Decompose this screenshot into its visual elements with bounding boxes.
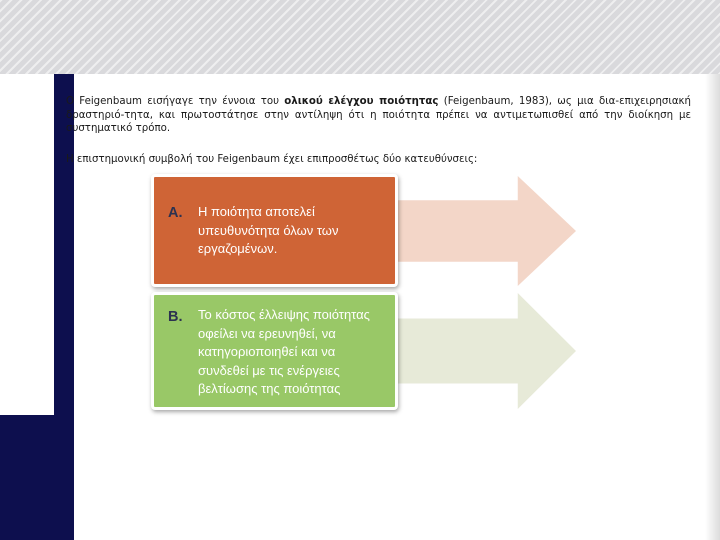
item-letter-b: B.: [168, 309, 183, 325]
item-box-b: [151, 292, 398, 410]
item-text-b: Το κόστος έλλειψης ποιότητας οφείλει να ερευνηθεί, να κατηγοριοποιηθεί και να συνδεθεί με τις ενέργειες βελτίωσης της ποιότητας: [198, 307, 370, 396]
item-box-a: [151, 174, 398, 287]
intro-bold-term: ολικού ελέγχου ποιότητας: [284, 96, 439, 107]
header-pattern-band: [0, 0, 720, 74]
intro-text-end: (Feigenbaum, 1983), ως μια δια-επιχειρησιακή δραστηριό-τητα, και πρωτοστάτησε στην αντίληψη ότι η ποιότητα πρέπει να αντιμετωπισθεί από την διοίκηση με συστηματικό τρόπο.: [66, 96, 691, 134]
intro-paragraph: [66, 95, 691, 136]
body-text: [66, 95, 691, 166]
sidebar-white-panel: [0, 74, 54, 415]
right-edge-shadow: [705, 74, 720, 540]
contribution-paragraph: Η επιστημονική συμβολή του Feigenbaum έχει επιπροσθέτως δύο κατευθύνσεις:: [66, 153, 478, 165]
arrow-a: [394, 176, 576, 286]
item-letter-a: A.: [168, 205, 183, 221]
intro-text-start: Ο Feigenbaum εισήγαγε την έννοια του: [66, 96, 285, 107]
arrow-b: [394, 293, 576, 409]
item-text-a: Η ποιότητα αποτελεί υπευθυνότητα όλων των εργαζομένων.: [198, 204, 339, 256]
